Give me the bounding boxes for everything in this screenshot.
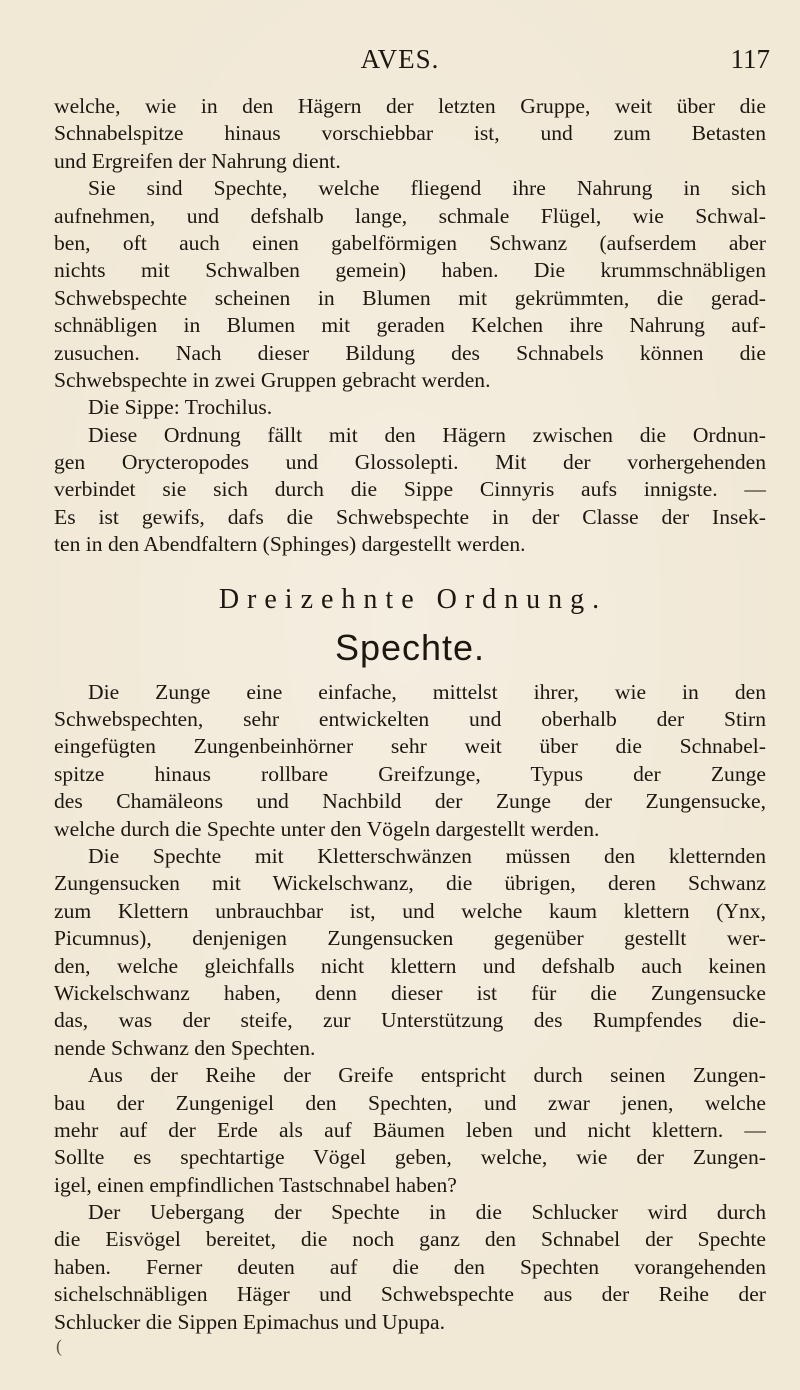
section-subheading: Spechte. — [334, 626, 486, 668]
page-number: 117 — [730, 44, 770, 74]
text-line: Aus der Reihe der Greife entspricht durch seinen Zungen- — [88, 1063, 766, 1088]
text-line: den, welche gleichfalls nicht klettern und defshalb auch keinen — [54, 953, 766, 978]
text-line: zusuchen. Nach dieser Bildung des Schnabels können die — [54, 340, 766, 365]
paragraph-7 — [54, 1199, 766, 1336]
text-line: haben. Ferner deuten auf die den Spechten vorangehenden — [54, 1254, 766, 1279]
body-text — [54, 93, 766, 1336]
page-header — [0, 44, 800, 84]
text-line: Es ist gewifs, dafs die Schwebspechte in der Classe der Insek- — [54, 504, 766, 529]
text-line: verbindet sie sich durch die Sippe Cinnyris aufs innigste. — — [54, 477, 766, 502]
text-line: mehr auf der Erde als auf Bäumen leben und nicht klettern. — — [54, 1117, 766, 1142]
paragraph-4 — [54, 679, 766, 843]
text-line: zum Klettern unbrauchbar ist, und welche kaum klettern (Ynx, — [54, 898, 766, 923]
text-line: Schwebspechte scheinen in Blumen mit gekrümmten, die gerad- — [54, 285, 766, 310]
text-line: welche, wie in den Hägern der letzten Gruppe, weit über die — [54, 94, 766, 118]
text-line: Der Uebergang der Spechte in die Schlucker wird durch — [88, 1200, 766, 1225]
text-line: schnäbligen in Blumen mit geraden Kelchen ihre Nahrung auf- — [54, 313, 766, 338]
running-title: AVES. — [360, 44, 440, 74]
text-line: ben, oft auch einen gabelförmigen Schwanz (aufserdem aber — [54, 230, 766, 255]
text-line: aufnehmen, und defshalb lange, schmale Flügel, wie Schwal- — [54, 203, 766, 228]
text-line: und Ergreifen der Nahrung dient. — [54, 148, 341, 173]
text-line: des Chamäleons und Nachbild der Zunge der Zungensucke, — [54, 789, 766, 814]
text-line: welche durch die Spechte unter den Vögeln dargestellt werden. — [54, 816, 600, 841]
paragraph-5 — [54, 843, 766, 1062]
paragraph-6 — [54, 1062, 766, 1199]
section-heading: Dreizehnte Ordnung. — [218, 583, 608, 615]
text-line: ten in den Abendfaltern (Sphinges) dargestellt werden. — [54, 532, 526, 557]
text-line: eingefügten Zungenbeinhörner sehr weit über die Schnabel- — [54, 734, 766, 759]
text-line: spitze hinaus rollbare Greifzunge, Typus der Zunge — [54, 761, 766, 786]
sippe-line: Die Sippe: Trochilus. — [88, 395, 273, 420]
text-line: bau der Zungenigel den Spechten, und zwar jenen, welche — [54, 1090, 766, 1115]
text-line: nichts mit Schwalben gemein) haben. Die krummschnäbligen — [54, 258, 766, 283]
text-line: Schnabelspitze hinaus vorschiebbar ist, und zum Betasten — [54, 121, 766, 146]
text-line: nende Schwanz den Spechten. — [54, 1035, 316, 1060]
text-line: Diese Ordnung fällt mit den Hägern zwischen die Ordnun- — [88, 422, 766, 447]
text-line: Sie sind Spechte, welche fliegend ihre Nahrung in sich — [88, 176, 766, 201]
footer-mark: ( — [56, 1336, 62, 1356]
paragraph-top — [54, 93, 766, 175]
text-line: sichelschnäbligen Häger und Schwebspechte aus der Reihe der — [54, 1282, 766, 1307]
text-line: Sollte es spechtartige Vögel geben, welche, wie der Zungen- — [54, 1145, 766, 1170]
text-line: Schwebspechte in zwei Gruppen gebracht werden. — [54, 367, 491, 392]
text-line: gen Orycteropodes und Glossolepti. Mit der vorhergehenden — [54, 450, 766, 475]
paragraph-3 — [54, 422, 766, 559]
text-line: Schlucker die Sippen Epimachus und Upupa. — [54, 1309, 446, 1334]
text-line: Die Zunge eine einfache, mittelst ihrer, wie in den — [88, 679, 766, 704]
text-line: Schwebspechten, sehr entwickelten und oberhalb der Stirn — [54, 707, 766, 732]
text-line: igel, einen empfindlichen Tastschnabel haben? — [54, 1172, 457, 1197]
text-line: Die Spechte mit Kletterschwänzen müssen den kletternden — [88, 843, 766, 868]
text-line: die Eisvögel bereitet, die noch ganz den Schnabel der Spechte — [54, 1227, 766, 1252]
text-line: Zungensucken mit Wickelschwanz, die übrigen, deren Schwanz — [54, 871, 766, 896]
text-line: das, was der steife, zur Unterstützung des Rumpfendes die- — [54, 1008, 766, 1033]
text-line: Wickelschwanz haben, denn dieser ist für die Zungensucke — [54, 980, 766, 1005]
paragraph-2 — [54, 175, 766, 394]
text-line: Picumnus), denjenigen Zungensucken gegenüber gestellt wer- — [54, 926, 766, 951]
